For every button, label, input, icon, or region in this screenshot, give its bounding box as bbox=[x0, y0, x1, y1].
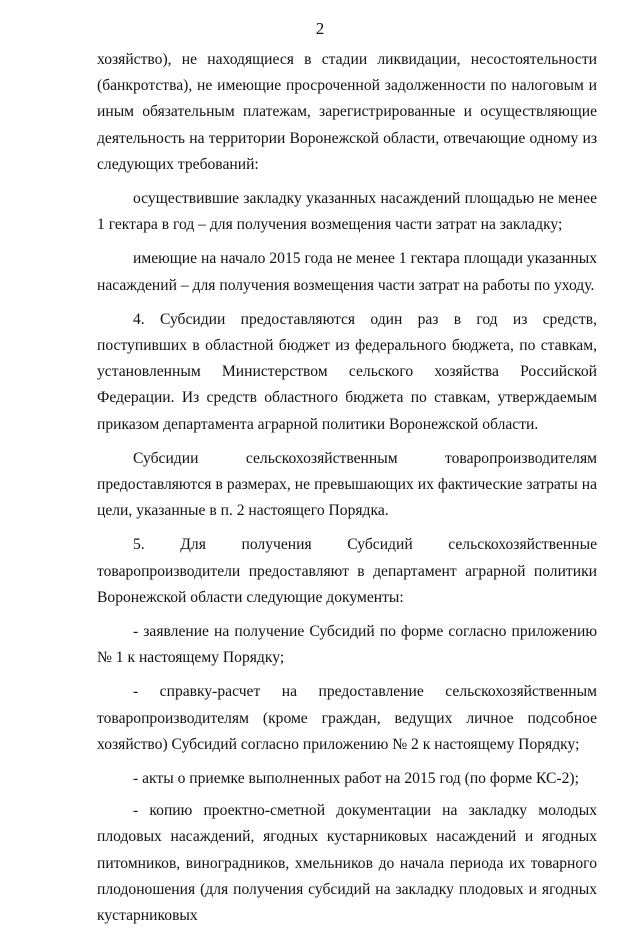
paragraph-clause-4: 4. Субсидии предоставляются один раз в год из средств, поступивших в областной бюджет из федерального бюджета, по ставкам, установленным Министерством сельского хозяйства Российской Федерации. Из средств областного бюджета по ставкам, утверждаемым приказом департамента аграрной политики Воронежской области. bbox=[97, 310, 597, 433]
paragraph-clause-5: 5. Для получения Субсидий сельскохозяйственные товаропроизводители предоставляют в департамент аграрной политики Воронежской области следующие документы: bbox=[97, 536, 597, 606]
paragraph-planting-requirement: осуществившие закладку указанных насаждений площадью не менее 1 гектара в год – для получения возмещения части затрат на закладку; bbox=[97, 190, 597, 234]
paragraph-applicant-criteria: хозяйство), не находящиеся в стадии ликвидации, несостоятельности (банкротства), не имеющие просроченной задолженности по налоговым и иным обязательным платежам, зарегистрированные и осуществляющие деятельность на территории Воронежской области, отвечающие одному из следующих требований: bbox=[97, 51, 597, 173]
list-item-acceptance-acts: - акты о приемке выполненных работ на 2015 год (по форме КС-2); bbox=[133, 770, 579, 788]
page-number: 2 bbox=[315, 19, 325, 38]
paragraph-care-requirement: имеющие на начало 2015 года не менее 1 гектара площади указанных насаждений – для получения возмещения части затрат на работы по уходу. bbox=[97, 250, 597, 294]
list-item-design-documentation: - копию проектно-сметной документации на закладку молодых плодовых насаждений, ягодных кустарниковых насаждений и ягодных питомников, виноградников, хмельников до начала периода их товарного плодоношения (для получения субсидий на закладку плодовых и ягодных кустарниковых bbox=[97, 802, 597, 925]
paragraph-subsidy-amounts: Субсидии сельскохозяйственным товаропроизводителям предоставляются в размерах, не превышающих их фактические затраты на цели, указанные в п. 2 настоящего Порядка. bbox=[97, 449, 597, 520]
document-body bbox=[97, 47, 597, 937]
list-item-calculation: - справку-расчет на предоставление сельскохозяйственным товаропроизводителям (кроме граждан, ведущих личное подсобное хозяйство) Субсидий согласно приложению № 2 к настоящему Порядку; bbox=[97, 683, 597, 753]
list-item-application: - заявление на получение Субсидий по форме согласно приложению № 1 к настоящему Порядку; bbox=[97, 623, 597, 667]
